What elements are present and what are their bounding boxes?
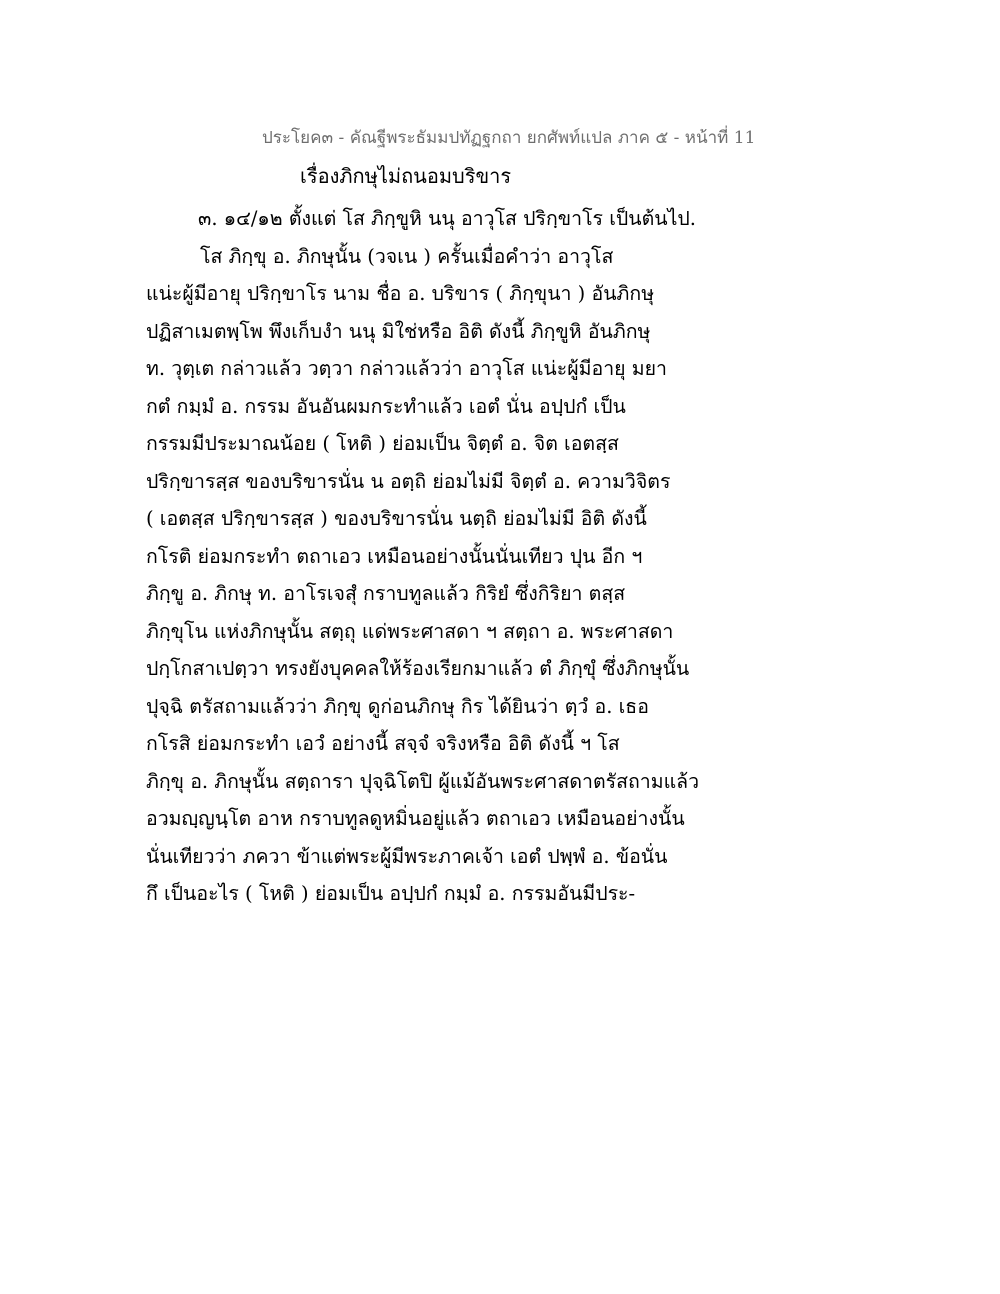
page-header: ประโยค๓ - คัณฐีพระธัมมปทัฏฐกถา ยกศัพท์แปล ภาค ๕ - หน้าที่ 11 [262,128,756,148]
text-line: ท. วุตฺเต กล่าวแล้ว วตฺวา กล่าวแล้วว่า อาวุโส แน่ะผู้มีอายุ มยา [146,357,667,380]
text-line: ( เอตสฺส ปริกฺขารสฺส ) ของบริขารนั่น นตฺถิ ย่อมไม่มี อิติ ดังนี้ [146,507,647,530]
text-line: กรรมมีประมาณน้อย ( โหติ ) ย่อมเป็น จิตฺตํ อ. จิต เอตสฺส [146,432,619,455]
text-line: แน่ะผู้มีอายุ ปริกฺขาโร นาม ชื่อ อ. บริขาร ( ภิกฺขุนา ) อันภิกษุ [146,282,655,305]
text-line: ภิกฺขุโน แห่งภิกษุนั้น สตฺถุ แด่พระศาสดา ฯ สตฺถา อ. พระศาสดา [146,619,674,643]
text-line: กตํ กมฺมํ อ. กรรม อันอันผมกระทำแล้ว เอตํ นั่น อปฺปกํ เป็น [146,394,626,418]
text-line: อวมญฺญนฺโต อาห กราบทูลดูหมิ่นอยู่แล้ว ตถาเอว เหมือนอย่างนั้น [146,807,685,830]
text-line: กึ เป็นอะไร ( โหติ ) ย่อมเป็น อปฺปกํ กมฺมํ อ. กรรมอันมีประ- [146,882,636,905]
story-title: เรื่องภิกษุไม่ถนอมบริขาร [300,164,512,188]
text-line: นั่นเทียวว่า ภควา ข้าแต่พระผู้มีพระภาคเจ้า เอตํ ปพฺพํ อ. ข้อนั่น [146,844,668,868]
text-line: ภิกฺขู อ. ภิกษุ ท. อาโรเจสุํ กราบทูลแล้ว กิริยํ ซึ่งกิริยา ตสฺส [146,582,626,605]
text-line: ปฏิสาเมตพฺโพ พึงเก็บงำ นนุ มิใช่หรือ อิติ ดังนี้ ภิกฺขูหิ อันภิกษุ [146,319,651,343]
text-line: โส ภิกฺขุ อ. ภิกษุนั้น (วจเน ) ครั้นเมื่อคำว่า อาวุโส [200,244,614,268]
text-line: ภิกฺขุ อ. ภิกษุนั้น สตฺถารา ปุจฺฉิโตปิ ผู้แม้อันพระศาสดาตรัสถามแล้ว [146,769,700,793]
text-line: ปริกฺขารสฺส ของบริขารนั่น น อตฺถิ ย่อมไม่มี จิตฺตํ อ. ความวิจิตร [146,469,671,493]
body-text [146,200,706,913]
text-line: กโรสิ ย่อมกระทำ เอวํ อย่างนี้ สจฺจํ จริงหรือ อิติ ดังนี้ ฯ โส [146,732,620,755]
text-line: ปุจฺฉิ ตรัสถามแล้วว่า ภิกฺขุ ดูก่อนภิกษุ กิร ได้ยินว่า ตฺวํ อ. เธอ [146,694,649,718]
text-line: กโรติ ย่อมกระทำ ตถาเอว เหมือนอย่างนั้นนั่นเทียว ปุน อีก ฯ [146,544,643,568]
text-line: ๓. ๑๔/๑๒ ตั้งแต่ โส ภิกฺขูหิ นนุ อาวุโส ปริกฺขาโร เป็นต้นไป. [198,207,696,230]
text-line: ปกฺโกสาเปตฺวา ทรงยังบุคคลให้ร้องเรียกมาแล้ว ตํ ภิกฺขุํ ซึ่งภิกษุนั้น [146,657,690,680]
